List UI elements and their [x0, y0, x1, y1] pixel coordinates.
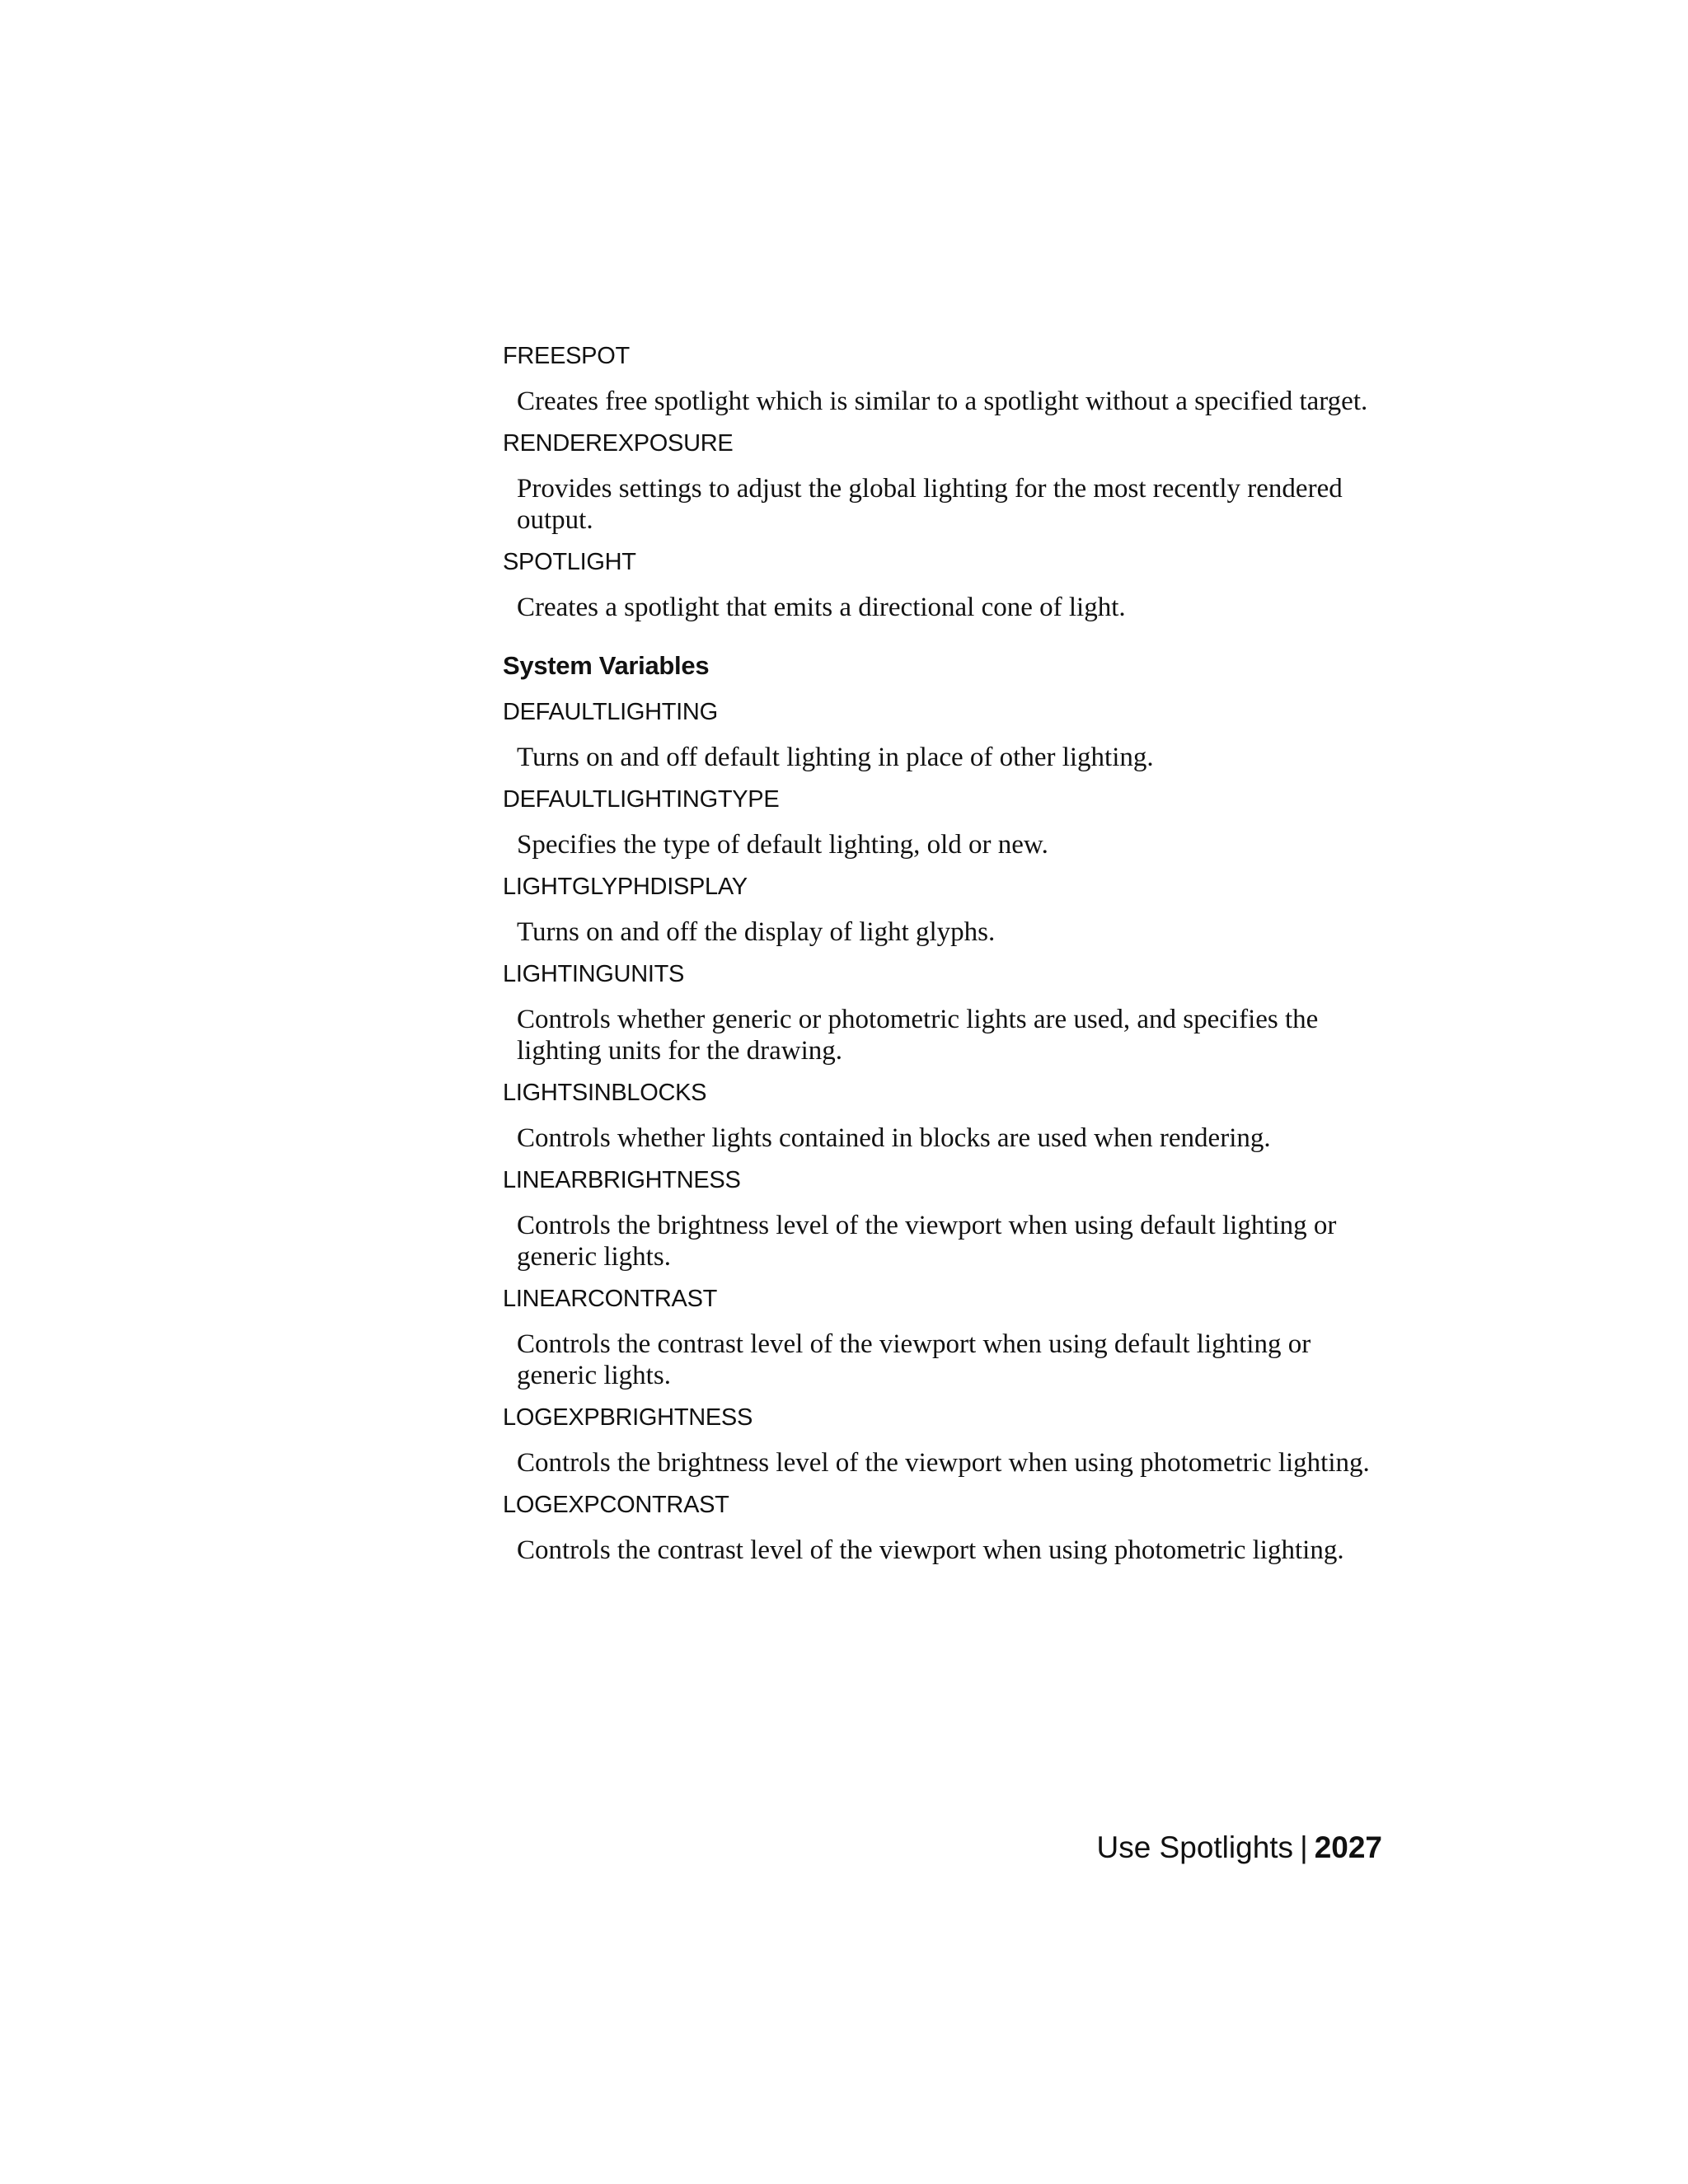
sysvar-term-lightglyphdisplay: LIGHTGLYPHDISPLAY: [503, 874, 748, 900]
command-description-renderexposure: Provides settings to adjust the global lighting for the most recently rendered output.: [517, 474, 1343, 535]
sysvar-term-logexpcontrast: LOGEXPCONTRAST: [503, 1492, 729, 1518]
sysvar-term-defaultlighting: DEFAULTLIGHTING: [503, 699, 718, 725]
page-number: 2027: [1314, 1830, 1382, 1864]
sysvar-description-lightglyphdisplay: Turns on and off the display of light glyphs.: [517, 917, 996, 947]
command-term-spotlight: SPOTLIGHT: [503, 549, 636, 575]
sysvar-term-linearcontrast: LINEARCONTRAST: [503, 1286, 718, 1312]
sysvar-term-lightsinblocks: LIGHTSINBLOCKS: [503, 1080, 707, 1106]
sysvar-term-lightingunits: LIGHTINGUNITS: [503, 961, 685, 987]
sysvar-description-defaultlightingtype: Specifies the type of default lighting, old or new.: [517, 830, 1048, 860]
command-term-renderexposure: RENDEREXPOSURE: [503, 430, 734, 457]
sysvar-description-logexpcontrast: Controls the contrast level of the viewport when using photometric lighting.: [517, 1535, 1344, 1565]
command-description-freespot: Creates free spotlight which is similar to a spotlight without a specified target.: [517, 387, 1368, 416]
sysvar-term-logexpbrightness: LOGEXPBRIGHTNESS: [503, 1404, 753, 1431]
page-footer: [1096, 1830, 1382, 1866]
sysvar-description-linearbrightness: Controls the brightness level of the viewport when using default lighting or generic lights.: [517, 1211, 1337, 1272]
commands-list: [503, 340, 1393, 623]
sysvar-description-linearcontrast: Controls the contrast level of the viewport when using default lighting or generic lights.: [517, 1329, 1311, 1390]
sysvar-description-lightsinblocks: Controls whether lights contained in blocks are used when rendering.: [517, 1123, 1271, 1153]
footer-section-title: Use Spotlights: [1096, 1830, 1294, 1864]
sysvar-description-logexpbrightness: Controls the brightness level of the viewport when using photometric lighting.: [517, 1448, 1370, 1478]
page-content: [503, 340, 1393, 1576]
command-description-spotlight: Creates a spotlight that emits a directional cone of light.: [517, 593, 1126, 622]
sysvar-term-defaultlightingtype: DEFAULTLIGHTINGTYPE: [503, 786, 780, 813]
sysvar-description-lightingunits: Controls whether generic or photometric lights are used, and specifies the lighting units for the drawing.: [517, 1005, 1319, 1066]
system-variables-list: [503, 696, 1393, 1566]
system-variables-heading: System Variables: [503, 651, 710, 680]
command-term-freespot: FREESPOT: [503, 343, 630, 369]
sysvar-description-defaultlighting: Turns on and off default lighting in place of other lighting.: [517, 743, 1154, 772]
sysvar-term-linearbrightness: LINEARBRIGHTNESS: [503, 1167, 741, 1193]
footer-separator: |: [1300, 1830, 1308, 1864]
